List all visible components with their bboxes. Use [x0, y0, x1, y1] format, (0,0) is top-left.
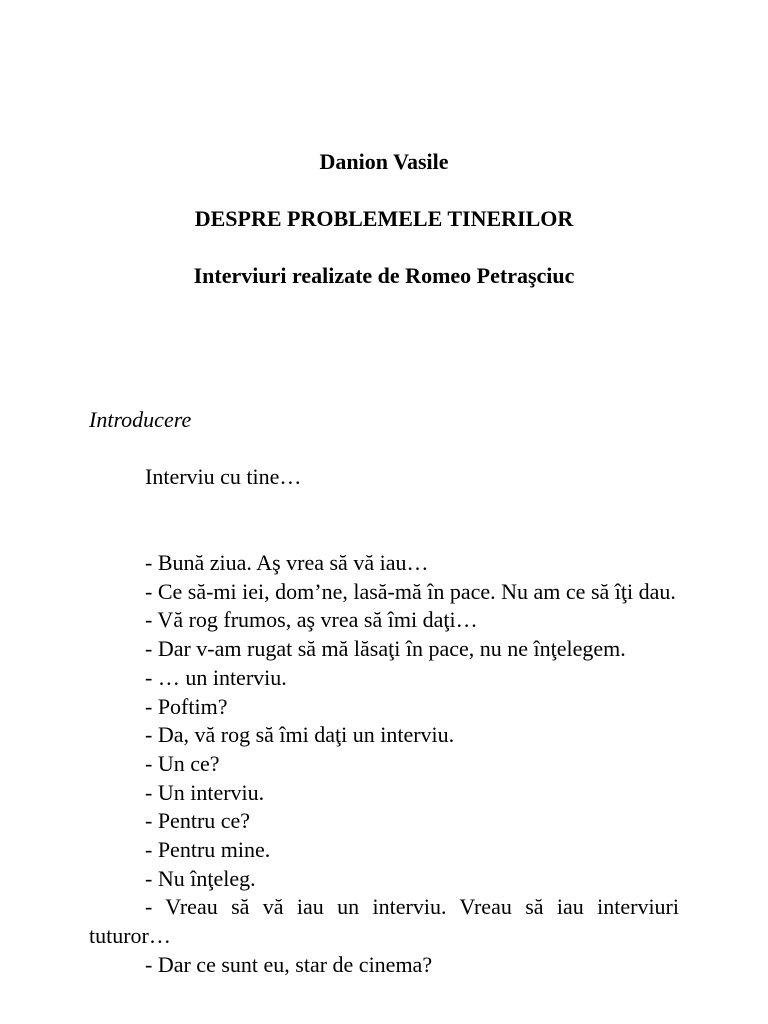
author-name: Danion Vasile [319, 149, 449, 174]
dialogue-line: - Dar ce sunt eu, star de cinema? [145, 951, 433, 977]
dialogue-line: - Dar v-am rugat să mă lăsaţi în pace, nu ne înţelegem. [145, 636, 626, 662]
dialogue-line: - Da, vă rog să îmi daţi un interviu. [145, 722, 455, 748]
book-subtitle: Interviuri realizate de Romeo Petraşciuc [193, 263, 575, 288]
dialogue-line: - Pentru mine. [145, 837, 271, 863]
dialogue-line: - Pentru ce? [145, 808, 251, 834]
dialogue-block [89, 549, 679, 980]
dialogue-line: - Vă rog frumos, aş vrea să îmi daţi… [145, 607, 478, 633]
dialogue-line: - Ce să-mi iei, dom’ne, lasă-mă în pace. Nu am ce să îţi dau. [145, 578, 676, 604]
section-heading: Introducere [89, 407, 192, 432]
dialogue-line: - Un interviu. [145, 779, 265, 805]
dialogue-line: - Poftim? [145, 693, 228, 719]
intro-line: Interviu cu tine… [145, 464, 302, 489]
dialogue-line: - Nu înţeleg. [145, 865, 256, 891]
dialogue-line: - Vreau să vă iau un interviu. Vreau să iau interviuri tuturor… [89, 894, 679, 949]
dialogue-line: - … un interviu. [145, 664, 287, 690]
dialogue-line: - Bună ziua. Aş vrea să vă iau… [145, 550, 429, 575]
dialogue-line: - Un ce? [145, 750, 220, 776]
book-title: DESPRE PROBLEMELE TINERILOR [194, 206, 574, 231]
